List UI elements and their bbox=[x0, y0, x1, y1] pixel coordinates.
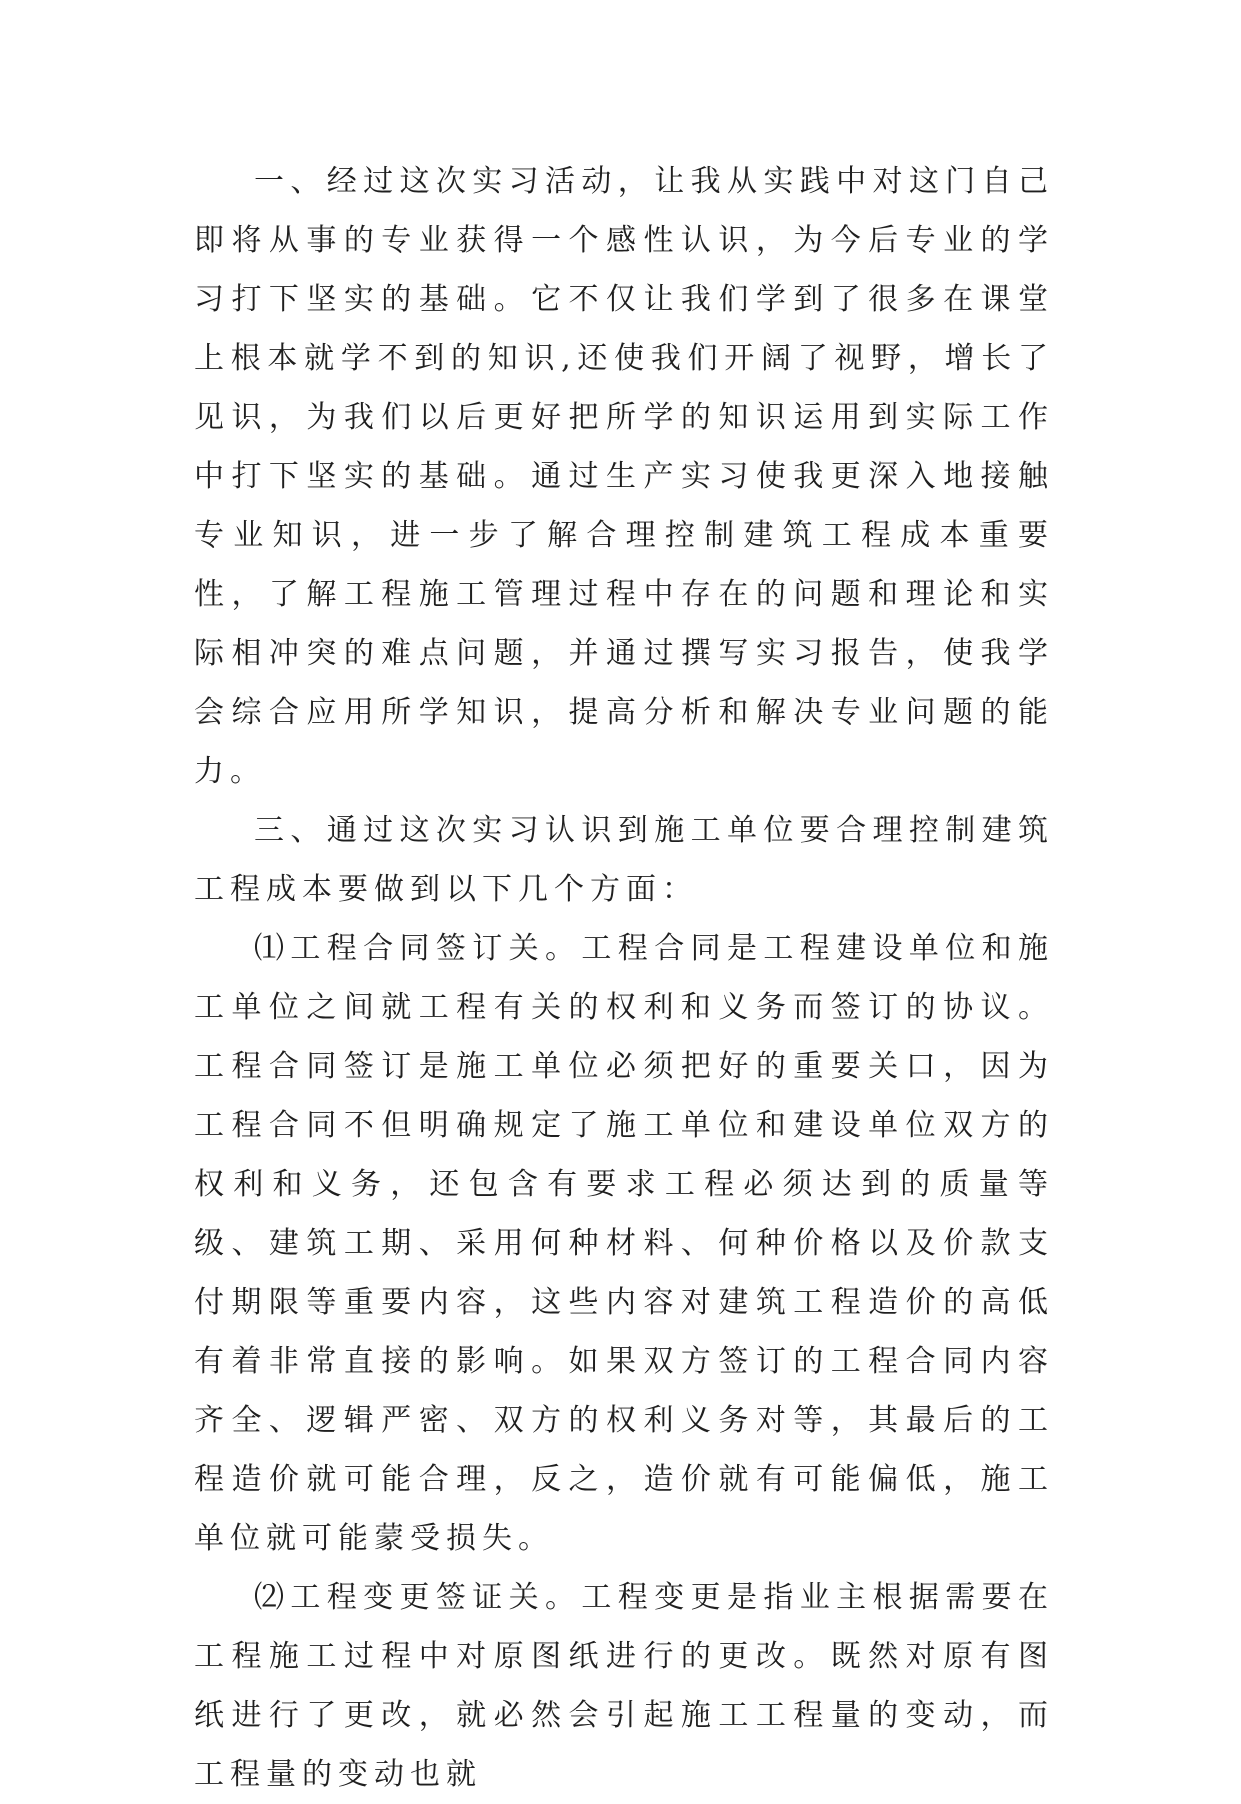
paragraph-internship-gains: 一、经过这次实习活动，让我从实践中对这门自己即将从事的专业获得一个感性认识，为今后专业的学习打下坚实的基础。它不仅让我们学到了很多在课堂上根本就学不到的知识,还使我们开阔了视野，增长了见识，为我们以后更好把所学的知识运用到实际工作中打下坚实的基础。通过生产实习使我更深入地接触专业知识，进一步了解合理控制建筑工程成本重要性，了解工程施工管理过程中存在的问题和理论和实际相冲突的难点问题，并通过撰写实习报告，使我学会综合应用所学知识，提高分析和解决专业问题的能力。 bbox=[194, 164, 1054, 789]
paragraph-cost-control-intro: 三、通过这次实习认识到施工单位要合理控制建筑工程成本要做到以下几个方面： bbox=[194, 813, 1054, 907]
paragraph-contract-signing: ⑴工程合同签订关。工程合同是工程建设单位和施工单位之间就工程有关的权利和义务而签订的协议。工程合同签订是施工单位必须把好的重要关口，因为工程合同不但明确规定了施工单位和建设单位双方的权利和义务，还包含有要求工程必须达到的质量等级、建筑工期、采用何种材料、何种价格以及价款支付期限等重要内容，这些内容对建筑工程造价的高低有着非常直接的影响。如果双方签订的工程合同内容齐全、逻辑严密、双方的权利义务对等，其最后的工程造价就可能合理，反之，造价就有可能偏低，施工单位就可能蒙受损失。 bbox=[194, 931, 1054, 1556]
paragraph-change-order: ⑵工程变更签证关。工程变更是指业主根据需要在工程施工过程中对原图纸进行的更改。既然对原有图纸进行了更改，就必然会引起施工工程量的变动，而工程量的变动也就 bbox=[194, 1580, 1054, 1792]
document-page bbox=[194, 152, 1054, 1804]
